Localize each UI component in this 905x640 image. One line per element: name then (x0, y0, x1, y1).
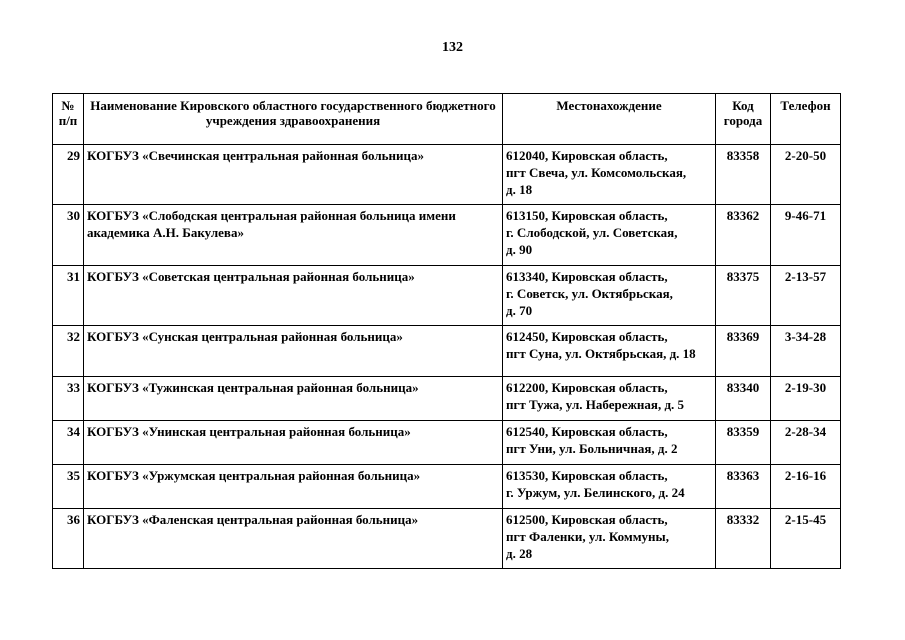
address-line: пгт Уни, ул. Больничная, д. 2 (506, 441, 678, 456)
institution-address (503, 465, 716, 509)
phone-number: 2-20-50 (771, 145, 841, 205)
address-line: 612450, Кировская область, (506, 329, 668, 344)
phone-number: 2-15-45 (771, 509, 841, 569)
row-number: 31 (53, 266, 84, 326)
row-number: 29 (53, 145, 84, 205)
address-line: 612540, Кировская область, (506, 424, 668, 439)
address-line: пгт Суна, ул. Октябрьская, д. 18 (506, 346, 696, 361)
address-line: 612040, Кировская область, (506, 148, 668, 163)
address-line: пгт Тужа, ул. Набережная, д. 5 (506, 397, 685, 412)
institution-address (503, 421, 716, 465)
institution-address (503, 145, 716, 205)
institution-name: КОГБУЗ «Уржумская центральная районная больница» (84, 465, 503, 509)
row-number: 32 (53, 326, 84, 377)
table-row (53, 377, 841, 421)
address-line: д. 18 (506, 182, 533, 197)
address-line: д. 70 (506, 303, 533, 318)
city-code: 83358 (716, 145, 771, 205)
table-row (53, 421, 841, 465)
header-phone: Телефон (771, 94, 841, 145)
address-line: 612200, Кировская область, (506, 380, 668, 395)
table-body (53, 145, 841, 569)
address-line: пгт Свеча, ул. Комсомольская, (506, 165, 687, 180)
city-code: 83375 (716, 266, 771, 326)
header-address: Местонахождение (503, 94, 716, 145)
table-row (53, 145, 841, 205)
address-line: д. 28 (506, 546, 533, 561)
institution-address (503, 326, 716, 377)
institution-address (503, 266, 716, 326)
city-code: 83363 (716, 465, 771, 509)
row-number: 30 (53, 205, 84, 266)
table-header-row (53, 94, 841, 145)
city-code: 83362 (716, 205, 771, 266)
row-number: 36 (53, 509, 84, 569)
institution-name: КОГБУЗ «Унинская центральная районная больница» (84, 421, 503, 465)
phone-number: 2-13-57 (771, 266, 841, 326)
table-row (53, 509, 841, 569)
phone-number: 9-46-71 (771, 205, 841, 266)
address-line: д. 90 (506, 242, 533, 257)
table-row (53, 326, 841, 377)
header-name: Наименование Кировского областного государственного бюджетного учреждения здравоохранения (84, 94, 503, 145)
page-number: 132 (442, 40, 463, 55)
table-row (53, 266, 841, 326)
institution-name: КОГБУЗ «Советская центральная районная больница» (84, 266, 503, 326)
institution-address (503, 377, 716, 421)
address-line: г. Советск, ул. Октябрьская, (506, 286, 673, 301)
phone-number: 2-16-16 (771, 465, 841, 509)
table-row (53, 465, 841, 509)
city-code: 83340 (716, 377, 771, 421)
institution-address (503, 509, 716, 569)
institution-name: КОГБУЗ «Свечинская центральная районная больница» (84, 145, 503, 205)
row-number: 33 (53, 377, 84, 421)
healthcare-institutions-table (52, 93, 841, 569)
phone-number: 2-28-34 (771, 421, 841, 465)
row-number: 35 (53, 465, 84, 509)
address-line: 613340, Кировская область, (506, 269, 668, 284)
city-code: 83369 (716, 326, 771, 377)
phone-number: 2-19-30 (771, 377, 841, 421)
address-line: г. Слободской, ул. Советская, (506, 225, 678, 240)
table-row (53, 205, 841, 266)
address-line: пгт Фаленки, ул. Коммуны, (506, 529, 669, 544)
address-line: г. Уржум, ул. Белинского, д. 24 (506, 485, 685, 500)
institution-name: КОГБУЗ «Слободская центральная районная больница имени академика А.Н. Бакулева» (84, 205, 503, 266)
address-line: 613530, Кировская область, (506, 468, 668, 483)
institution-address (503, 205, 716, 266)
institution-name: КОГБУЗ «Фаленская центральная районная больница» (84, 509, 503, 569)
address-line: 613150, Кировская область, (506, 208, 668, 223)
institution-name: КОГБУЗ «Сунская центральная районная больница» (84, 326, 503, 377)
city-code: 83359 (716, 421, 771, 465)
header-code: Код города (716, 94, 771, 145)
row-number: 34 (53, 421, 84, 465)
address-line: 612500, Кировская область, (506, 512, 668, 527)
header-num: № п/п (53, 94, 84, 145)
phone-number: 3-34-28 (771, 326, 841, 377)
institution-name: КОГБУЗ «Тужинская центральная районная больница» (84, 377, 503, 421)
city-code: 83332 (716, 509, 771, 569)
